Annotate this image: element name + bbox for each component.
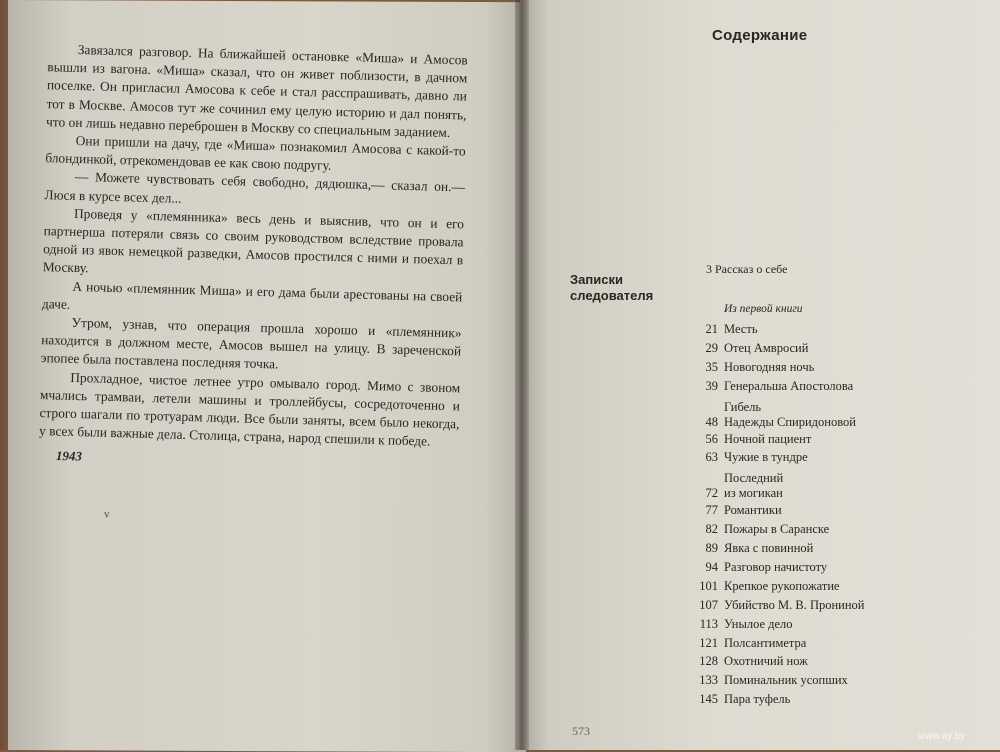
toc-entry-title: Охотничий нож — [724, 654, 808, 669]
toc-entry-title: Пожары в Саранске — [724, 522, 830, 537]
toc-entry — [680, 501, 920, 520]
toc-entry-title — [724, 471, 920, 501]
toc-entry-page: 39 — [705, 378, 718, 393]
toc-entry-title: Крепкое рукопожатие — [724, 578, 840, 593]
book-gutter — [515, 0, 529, 750]
toc-entry — [680, 430, 920, 449]
paragraph: А ночью «племянник Миша» и его дама были арестованы на своей даче. — [41, 278, 463, 312]
section-heading — [570, 272, 680, 304]
paragraph: Прохладное, чистое летнее утро омывало город. Мимо с звоном мчались трамваи, летели машины и троллейбусы, сосредоточенно и строго шагали по тротуарам люди. Все были заняты, всем было некогда, у всех были важные дела. Столица, страна, народ спешили к победе. — [38, 369, 461, 449]
toc-entry — [680, 339, 920, 358]
toc-entry-page: 35 — [705, 359, 718, 374]
toc-entry — [680, 358, 920, 377]
toc-entry-title: Пара туфель — [724, 692, 791, 707]
toc-entry — [680, 320, 920, 339]
toc-entry-title: Убийство М. В. Прониной — [724, 597, 865, 612]
toc-entry-page: 82 — [705, 522, 718, 537]
toc-entry-page: 145 — [699, 692, 718, 707]
toc-entry-page: 3 — [706, 262, 712, 276]
toc-entry-title: Новогодняя ночь — [724, 359, 815, 374]
toc-entry-title: Поминальник усопших — [724, 673, 848, 688]
toc-entry-page: 128 — [699, 654, 718, 669]
subsection-title: Из первой книги — [724, 303, 803, 315]
toc-entry — [680, 520, 920, 539]
toc-entry-title: Месть — [724, 322, 758, 336]
toc-entry-title: Разговор начистоту — [724, 560, 828, 575]
toc-entry-title-line: Последний — [724, 471, 784, 486]
toc-entry — [680, 615, 920, 634]
toc-entry-page: 72 — [705, 486, 718, 501]
toc-entry — [680, 377, 920, 396]
toc-entry-page: 48 — [705, 414, 718, 429]
section-heading-line: следователя — [570, 288, 654, 303]
toc-entry-page: 121 — [699, 635, 718, 650]
watermark: www.ay.by — [918, 731, 966, 742]
paragraph: Утром, узнав, что операция прошла хорошо и «племянник» находится в должном месте, Амосов вышел на улицу. В зареченской эпопее была поставлена последняя точка. — [40, 314, 462, 372]
body-text — [39, 40, 468, 452]
toc-entry-page: 94 — [705, 560, 718, 575]
toc-entry-title: Ночной пациент — [724, 431, 812, 446]
toc-entry-page: 113 — [699, 616, 718, 631]
toc-entry — [680, 467, 920, 501]
left-page — [8, 0, 526, 752]
paragraph: — Можете чувствовать себя свободно, дядюшка,— сказал он.— Люся в курсе всех дел... — [44, 169, 465, 206]
toc-entry-title-line: из могикан — [724, 486, 783, 501]
toc-entry-title: Отец Амвросий — [724, 340, 809, 355]
toc-entry-page: 107 — [699, 597, 718, 612]
toc-entry — [680, 652, 920, 671]
toc-entry-title: Полсантиметра — [724, 635, 807, 650]
year-signature: 1943 — [55, 447, 83, 464]
paragraph: Проведя у «племянника» весь день и выяснив, что он и его партнерша потеряли связь со своим руководством вследствие провала одной из явок немецкой разведки, Амосов простился с ними и поехал в Москву. — [42, 205, 465, 276]
toc-entry-page: 63 — [705, 450, 718, 465]
toc-entry-title-line: Надежды Спиридоновой — [724, 414, 856, 429]
toc-title: Содержание — [712, 27, 808, 44]
toc-entry-page: 56 — [705, 431, 718, 446]
toc-entry-page: 29 — [705, 340, 718, 355]
toc-entry-title: Романтики — [724, 503, 782, 518]
paragraph: Завязался разговор. На ближайшей остановке «Миша» и Амосов вышли из вагона. «Миша» сказал, что он живет поблизости, в дачном поселке. Он пригласил Амосова к себе и стал расспрашивать, давно ли тот в Москве. Амосов тут же сочинил ему целую историю и дал понять, что он лишь недавно переброшен в Москву со специальным заданием. — [45, 41, 468, 140]
toc-entry — [680, 634, 920, 653]
toc-entry-title: Явка с повинной — [724, 541, 814, 556]
toc-entry-title: Генеральша Апостолова — [724, 378, 854, 393]
toc-first-entry — [706, 262, 787, 277]
section-heading-line: Записки — [570, 272, 623, 287]
toc-entry-page: 101 — [699, 578, 718, 593]
stray-mark: v — [104, 508, 110, 521]
toc-entry — [680, 596, 920, 615]
toc-entry — [680, 448, 920, 467]
toc-entry-page: 77 — [705, 503, 718, 518]
toc-entry — [680, 671, 920, 690]
toc-list — [680, 320, 920, 709]
toc-entry-page: 89 — [705, 541, 718, 556]
toc-entry — [680, 690, 920, 709]
toc-entry — [680, 577, 920, 596]
toc-entry — [680, 396, 920, 430]
page-number: 573 — [572, 724, 590, 738]
toc-entry-title-line: Гибель — [724, 399, 762, 414]
toc-entry — [680, 558, 920, 577]
toc-entry-title — [724, 400, 920, 430]
toc-entry-title: Унылое дело — [724, 616, 793, 631]
toc-entry-page: 21 — [705, 322, 718, 336]
toc-entry-title: Рассказ о себе — [715, 262, 788, 276]
toc-entry-page: 133 — [699, 673, 718, 688]
paragraph: Они пришли на дачу, где «Миша» познакомил Амосова с какой-то блондинкой, отрекомендовав ее как свою подругу. — [45, 132, 466, 174]
toc-entry — [680, 539, 920, 558]
toc-entry-title: Чужие в тундре — [724, 450, 808, 465]
